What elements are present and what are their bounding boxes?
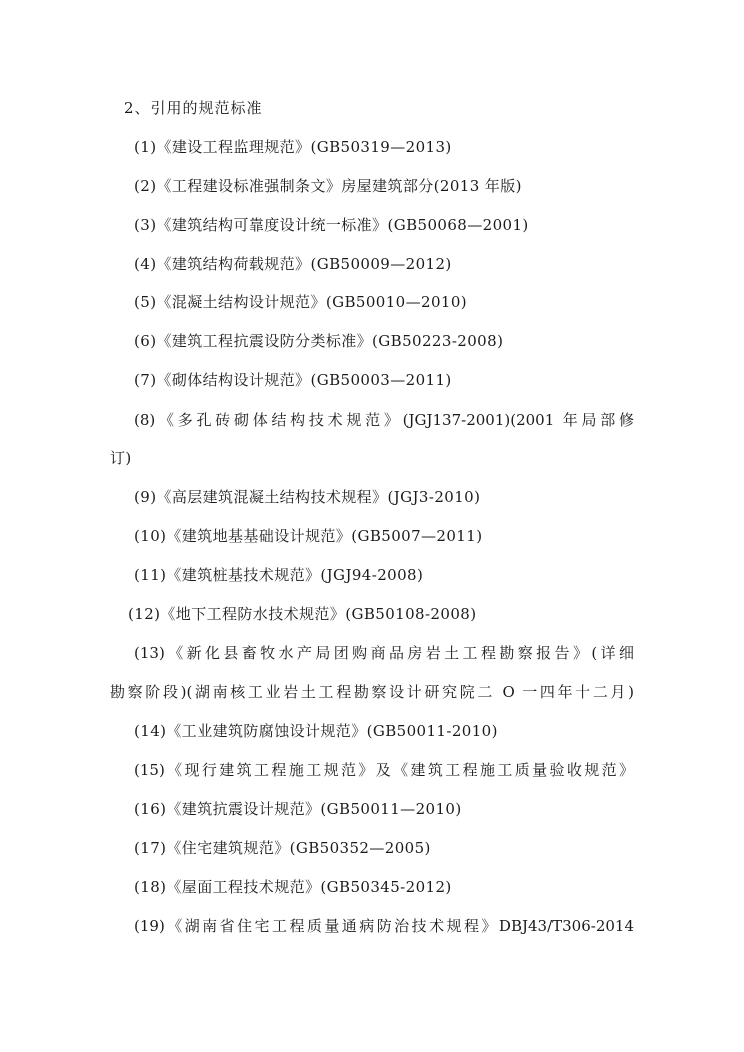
list-item-continuation: 勘察阶段)(湖南核工业岩土工程勘察设计研究院二 O 一四年十二月) xyxy=(110,683,634,701)
list-item: (1)《建设工程监理规范》(GB50319—2013) xyxy=(134,138,452,156)
list-item: (15)《现行建筑工程施工规范》及《建筑工程施工质量验收规范》 xyxy=(134,761,634,779)
list-item: (7)《砌体结构设计规范》(GB50003—2011) xyxy=(134,371,452,389)
list-item: (3)《建筑结构可靠度设计统一标准》(GB50068—2001) xyxy=(134,216,529,234)
list-item: (10)《建筑地基基础设计规范》(GB5007—2011) xyxy=(134,527,483,545)
list-item: (4)《建筑结构荷载规范》(GB50009—2012) xyxy=(134,255,452,273)
list-item: (14)《工业建筑防腐蚀设计规范》(GB50011-2010) xyxy=(134,722,498,740)
list-item: (19)《湖南省住宅工程质量通病防治技术规程》DBJ43/T306-2014 xyxy=(134,917,634,935)
section-heading: 2、引用的规范标准 xyxy=(124,99,263,117)
list-item-continuation: 订) xyxy=(110,449,132,467)
list-item: (16)《建筑抗震设计规范》(GB50011—2010) xyxy=(134,800,462,818)
list-item: (9)《高层建筑混凝土结构技术规程》(JGJ3-2010) xyxy=(134,488,481,506)
list-item: (6)《建筑工程抗震设防分类标准》(GB50223-2008) xyxy=(134,332,504,350)
list-item: (13)《新化县畜牧水产局团购商品房岩土工程勘察报告》(详细 xyxy=(134,644,634,662)
list-item: (12)《地下工程防水技术规范》(GB50108-2008) xyxy=(128,605,477,623)
list-item: (11)《建筑桩基技术规范》(JGJ94-2008) xyxy=(134,566,424,584)
list-item: (17)《住宅建筑规范》(GB50352—2005) xyxy=(134,839,431,857)
list-item: (8)《多孔砖砌体结构技术规范》(JGJ137-2001)(2001 年局部修 xyxy=(134,411,634,429)
list-item: (18)《屋面工程技术规范》(GB50345-2012) xyxy=(134,878,452,896)
list-item: (2)《工程建设标准强制条文》房屋建筑部分(2013 年版) xyxy=(134,177,522,195)
list-item: (5)《混凝土结构设计规范》(GB50010—2010) xyxy=(134,293,468,311)
